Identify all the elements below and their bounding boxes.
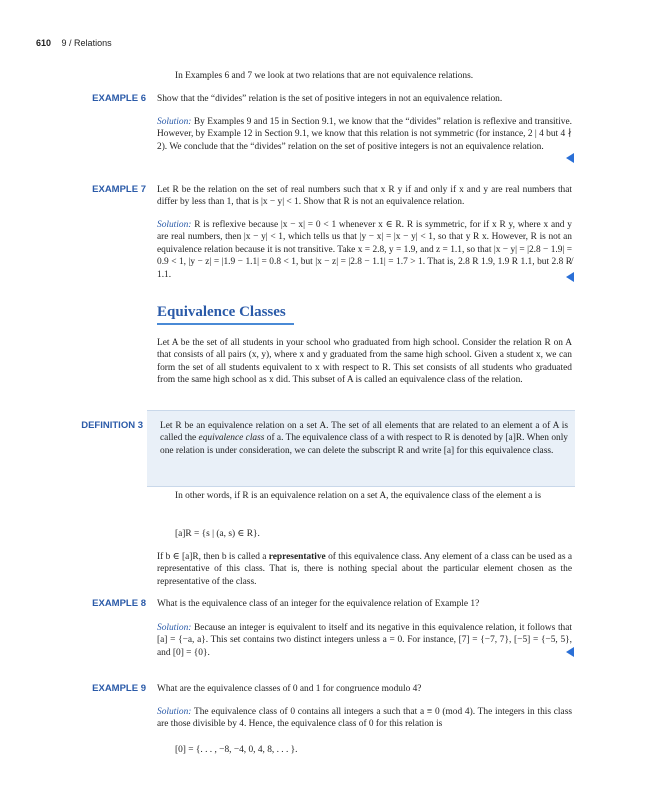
end-of-example-icon — [566, 153, 574, 163]
definition3-text-before: Let R be an equivalence relation on a set A. The set of all elements that are related to an element a of A is called the — [160, 421, 568, 444]
example7-label: EXAMPLE 7 — [92, 184, 146, 195]
equivalence-class-formula: [a]R = {s | (a, s) ∈ R}. — [175, 529, 260, 539]
representative-text-before: If b ∈ [a]R, then b is called a — [157, 552, 269, 562]
section-paragraph — [157, 337, 572, 387]
example7-solution-head: Solution: — [157, 220, 192, 230]
example9-display-formula: [0] = {. . . , −8, −4, 0, 4, 8, . . . }. — [175, 745, 298, 755]
example9-solution-head: Solution: — [157, 707, 192, 717]
section-paragraph-text: Let A be the set of all students in your school who graduated from high school. Consider the relation R on A that consists of all pairs (x, y), where x and y graduated from the same high school. Given a student x, we can form the set of all students equivalent to x with respect to R. This set consists of all students who graduated from the same high school as x did. This subset of A is called an equivalence class of the relation. — [157, 338, 572, 386]
example6-label: EXAMPLE 6 — [92, 93, 146, 104]
definition3-label: DEFINITION 3 — [81, 420, 143, 431]
representative-term: representative — [268, 552, 326, 562]
example6-solution — [157, 116, 572, 153]
representative-text-after: of this equivalence class. Any element of a class can be used as a representative of this class. That is, there is nothing special about the particular element chosen as the representative of the class. — [157, 552, 573, 587]
example9-solution-text: The equivalence class of 0 contains all integers a such that a ≡ 0 (mod 4). The integers in this class are those divisible by 4. Hence, the equivalence class of 0 for this relation is — [157, 707, 572, 730]
example8-statement — [157, 598, 572, 610]
intro-paragraph — [157, 70, 572, 82]
definition3-term: equivalence class — [198, 433, 265, 444]
end-of-example-icon — [566, 272, 574, 282]
example9-display — [157, 744, 572, 756]
example8-solution-head: Solution: — [157, 623, 192, 633]
example8-solution — [157, 622, 572, 659]
example8-label: EXAMPLE 8 — [92, 598, 146, 609]
example9-label: EXAMPLE 9 — [92, 683, 146, 694]
section-underline — [157, 323, 294, 325]
running-head — [36, 38, 112, 48]
page-number: 610 — [36, 38, 52, 48]
example9-solution — [157, 706, 572, 731]
after-definition-text: In other words, if R is an equivalence relation on a set A, the equivalence class of the element a is — [175, 491, 542, 501]
after-definition-paragraph — [157, 490, 572, 502]
section-title: Equivalence Classes — [157, 304, 286, 320]
representative-paragraph — [157, 551, 572, 588]
example6-statement-text: Show that the “divides” relation is the set of positive integers in not an equivalence relation. — [157, 94, 503, 104]
display-formula — [157, 528, 572, 540]
example8-solution-text: Because an integer is equivalent to itself and its negative in this equivalence relation, it follows that [a] = {−a, a}. This set contains two distinct integers unless a = 0. For instance, [7] = {−7, 7}, [−5] = {−5, 5}, and [0] = {0}. — [157, 623, 572, 658]
example8-statement-text: What is the equivalence class of an integer for the equivalence relation of Example 1? — [157, 599, 480, 609]
example6-solution-head: Solution: — [157, 117, 192, 127]
definition3-text-after: of a. The equivalence class of a with respect to R is denoted by [a]R. When only one relation is under consideration, we can delete the subscript R and write [a] for this equivalence class. — [160, 433, 568, 456]
example6-statement — [157, 93, 572, 105]
example9-statement — [157, 683, 572, 695]
example7-statement-text: Let R be the relation on the set of real numbers such that x R y if and only if x and y are real numbers that differ by less than 1, that is |x − y| < 1. Show that R is not an equivalence relation. — [157, 185, 572, 208]
intro-text: In Examples 6 and 7 we look at two relations that are not equivalence relations. — [175, 71, 474, 81]
example6-solution-text: By Examples 9 and 15 in Section 9.1, we know that the “divides” relation is reflexive and transitive. However, by Example 12 in Section 9.1, we know that this relation is not symmetric (for instance, 2 | 4 but 4 ∤ 2). We conclude that the “divides” relation on the set of positive integers is not an equivalence relation. — [157, 117, 572, 152]
example7-solution — [157, 219, 572, 281]
example7-solution-text: R is reflexive because |x − x| = 0 < 1 whenever x ∈ R. R is symmetric, for if x R y, where x and y are real numbers, then |x − y| < 1, which tells us that |y − x| = |x − y| < 1, so that y R x. However, R is not an equivalence relation because it is not transitive. Take x = 2.8, y = 1.9, and z = 1.1, so that |x − y| = |2.8 − 1.9| = 0.9 < 1, |y − z| = |1.9 − 1.1| = 0.8 < 1, but |x − z| = |2.8 − 1.1| = 1.7 > 1. That is, 2.8 R 1.9, 1.9 R 1.1, but 2.8 R̸ 1.1. — [157, 220, 572, 280]
end-of-example-icon — [566, 647, 574, 657]
example9-statement-text: What are the equivalence classes of 0 and 1 for congruence modulo 4? — [157, 684, 422, 694]
definition3-text — [160, 420, 568, 457]
chapter-title: 9 / Relations — [61, 38, 112, 48]
example7-statement — [157, 184, 572, 209]
